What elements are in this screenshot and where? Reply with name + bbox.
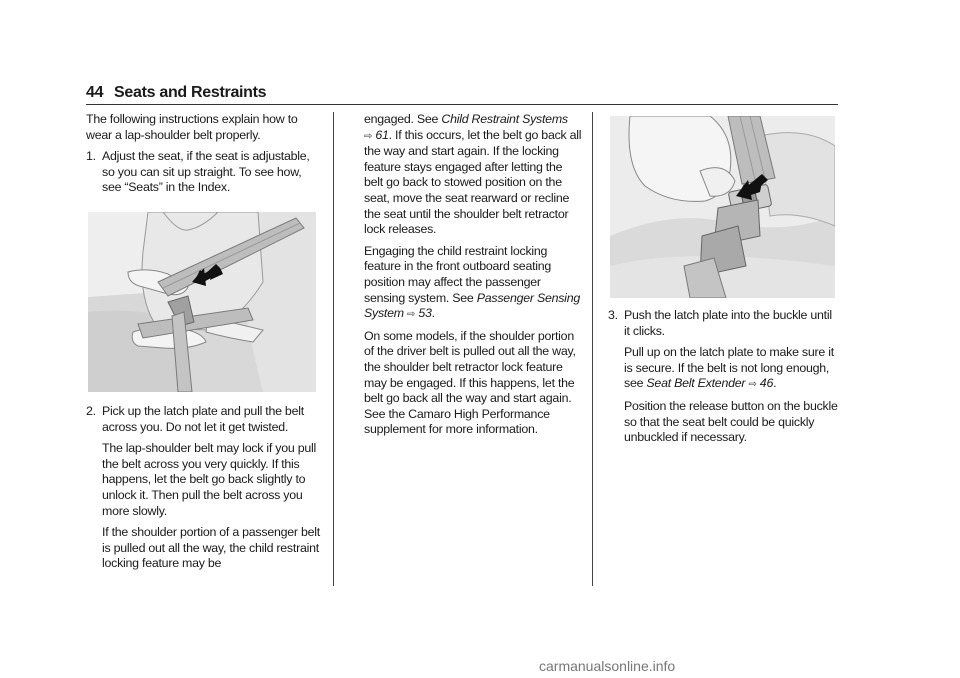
buckle-illustration	[610, 116, 835, 298]
seat-belt-extender-page-ref[interactable]: 46	[759, 376, 774, 391]
column-divider-1	[333, 112, 334, 586]
step-1-number: 1.	[86, 149, 96, 164]
page-ref-arrow-icon: ⇨	[364, 130, 373, 142]
page-ref-arrow-icon: ⇨	[407, 309, 416, 321]
step-2-number: 2.	[86, 403, 96, 418]
col3-p1-text: Pull up on the latch plate to make sure it is secure. If the belt is not long enough, see	[624, 345, 834, 391]
column-3	[608, 112, 838, 452]
header-rule	[86, 104, 838, 105]
col1-paragraph-1: The lap-shoulder belt may lock if you pull the belt across you very quickly. If this happens, let the belt go back slightly to unlock it. Then pull the belt across you more slowly.	[102, 441, 317, 518]
step-3-number: 3.	[608, 308, 618, 322]
figure-latch-plate-buckle	[610, 116, 835, 298]
col2-p1-text: engaged. See	[364, 112, 442, 126]
col2-paragraph-2	[364, 244, 582, 323]
step-2	[86, 404, 322, 435]
belt-illustration	[88, 212, 316, 392]
child-restraint-page-ref[interactable]: 61	[375, 127, 389, 142]
column-1	[86, 112, 322, 578]
page-number: 44	[86, 84, 104, 101]
step-2-text: Pick up the latch plate and pull the belt across you. Do not let it get twisted.	[102, 403, 304, 434]
child-restraint-systems-link[interactable]: Child Restraint Systems	[441, 112, 568, 126]
passenger-sensing-page-ref[interactable]: 53	[418, 306, 432, 321]
figure-lap-shoulder-belt	[88, 212, 316, 392]
column-2	[364, 112, 582, 444]
col2-p2-end: .	[431, 306, 435, 321]
passenger-sensing-system-link[interactable]: Passenger Sensing System	[364, 290, 580, 321]
step-1-text: Adjust the seat, if the seat is adjustable, so you can sit up straight. To see how, see “Seats” in the Index.	[102, 149, 310, 195]
col3-paragraph-1	[624, 345, 838, 393]
watermark: carmanualsonline.info	[539, 658, 676, 674]
page-ref-arrow-icon: ⇨	[748, 379, 757, 391]
col2-p2-text: Engaging the child restraint locking feature in the front outboard seating position may affect the passenger sensing system. See	[364, 243, 552, 305]
step-1	[86, 149, 322, 196]
col2-p1-rest: . If this occurs, let the belt go back all the way and start again. If the locking feature stays engaged after letting the belt go back to stowed position on the seat, move the seat rearward or recline the seat until the shoulder belt retractor lock releases.	[364, 127, 582, 237]
col2-paragraph-1	[364, 112, 582, 238]
section-title: Seats and Restraints	[114, 84, 267, 101]
col2-paragraph-3: On some models, if the shoulder portion of the driver belt is pulled out all the way, the shoulder belt retractor lock feature may be engaged. If this happens, let the belt go back all the way and start again. See the Camaro High Performance supplement for more information.	[364, 328, 576, 437]
seat-belt-extender-link[interactable]: Seat Belt Extender	[646, 376, 746, 391]
column-divider-2	[592, 112, 593, 586]
step-3	[608, 308, 838, 339]
intro-paragraph: The following instructions explain how to wear a lap-shoulder belt properly.	[86, 112, 298, 142]
col3-p1-end: .	[773, 376, 777, 391]
page-header	[86, 84, 838, 104]
step-3-text: Push the latch plate into the buckle until it clicks.	[624, 308, 832, 338]
col1-paragraph-2: If the shoulder portion of a passenger belt is pulled out all the way, the child restraint locking feature may be	[102, 525, 320, 571]
col3-paragraph-2: Position the release button on the buckle so that the seat belt could be quickly unbuckled if necessary.	[624, 398, 838, 445]
